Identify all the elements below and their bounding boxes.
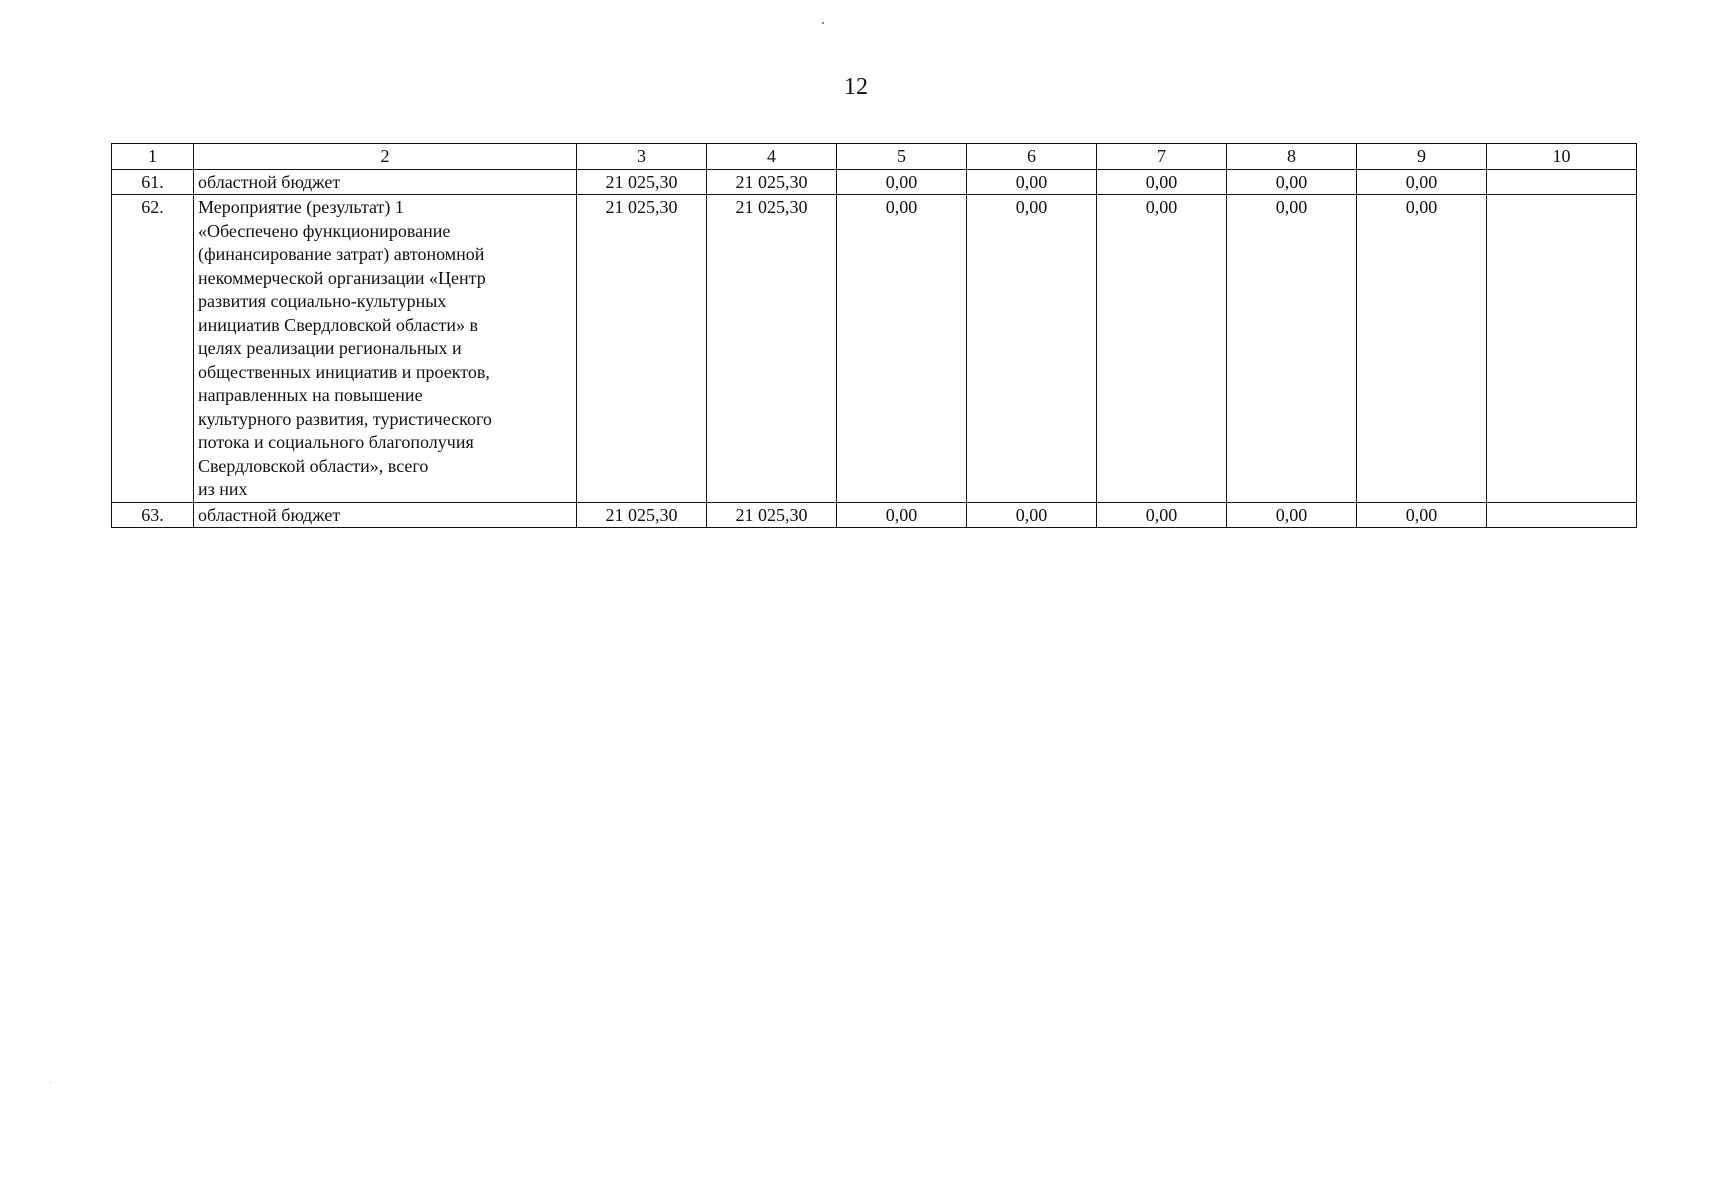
column-header: 9	[1357, 144, 1487, 170]
row-name-line: инициатив Свердловской области» в	[198, 314, 478, 335]
table-header-row	[112, 144, 1637, 170]
row-value: 0,00	[967, 195, 1097, 503]
column-header: 4	[707, 144, 837, 170]
table-row	[112, 195, 1637, 503]
row-value: 0,00	[967, 502, 1097, 528]
row-value: 0,00	[1227, 169, 1357, 195]
row-value: 21 025,30	[707, 195, 837, 503]
row-name-line: развития социально-культурных	[198, 291, 447, 311]
row-name-line: направленных на повышение	[198, 385, 423, 405]
column-header: 10	[1487, 144, 1637, 170]
table-row	[112, 502, 1637, 528]
column-header: 6	[967, 144, 1097, 170]
table-row	[112, 169, 1637, 195]
row-value: 0,00	[837, 169, 967, 195]
row-name-line: общественных инициатив и проектов,	[198, 361, 490, 382]
row-value: 0,00	[837, 195, 967, 503]
scan-speck	[822, 22, 824, 24]
row-number: 61.	[112, 169, 194, 195]
row-value: 0,00	[967, 169, 1097, 195]
budget-table	[111, 143, 1637, 528]
row-value: 21 025,30	[707, 169, 837, 195]
row-name-line: Мероприятие (результат) 1	[198, 197, 404, 217]
row-value: 0,00	[1097, 195, 1227, 503]
row-value: 0,00	[1357, 169, 1487, 195]
column-header: 1	[112, 144, 194, 170]
row-name-line: потока и социального благополучия	[198, 432, 474, 452]
row-value: 0,00	[1097, 169, 1227, 195]
row-value	[1487, 195, 1637, 503]
row-name-line: культурного развития, туристического	[198, 408, 492, 429]
row-name-line: «Обеспечено функционирование	[198, 220, 451, 241]
row-name: областной бюджет	[194, 169, 577, 195]
row-value: 21 025,30	[577, 169, 707, 195]
column-header: 7	[1097, 144, 1227, 170]
row-value: 0,00	[1227, 502, 1357, 528]
column-header: 2	[194, 144, 577, 170]
row-value	[1487, 502, 1637, 528]
column-header: 5	[837, 144, 967, 170]
row-number: 62.	[112, 195, 194, 503]
row-name-line: целях реализации региональных и	[198, 338, 462, 358]
row-value: 21 025,30	[707, 502, 837, 528]
scan-speck	[50, 1082, 51, 1083]
row-name-line: Свердловской области», всего	[198, 455, 429, 476]
row-name: областной бюджет	[194, 502, 577, 528]
row-value	[1487, 169, 1637, 195]
row-name-line: некоммерческой организации «Центр	[198, 267, 486, 288]
row-value: 21 025,30	[577, 195, 707, 503]
row-name-line: из них	[198, 479, 248, 499]
row-name	[194, 195, 577, 503]
column-header: 3	[577, 144, 707, 170]
page-number: 12	[844, 74, 868, 100]
row-name-line: (финансирование затрат) автономной	[198, 244, 485, 264]
row-value: 0,00	[1227, 195, 1357, 503]
row-value: 0,00	[1357, 195, 1487, 503]
column-header: 8	[1227, 144, 1357, 170]
row-number: 63.	[112, 502, 194, 528]
row-value: 0,00	[837, 502, 967, 528]
row-value: 21 025,30	[577, 502, 707, 528]
row-value: 0,00	[1357, 502, 1487, 528]
row-value: 0,00	[1097, 502, 1227, 528]
